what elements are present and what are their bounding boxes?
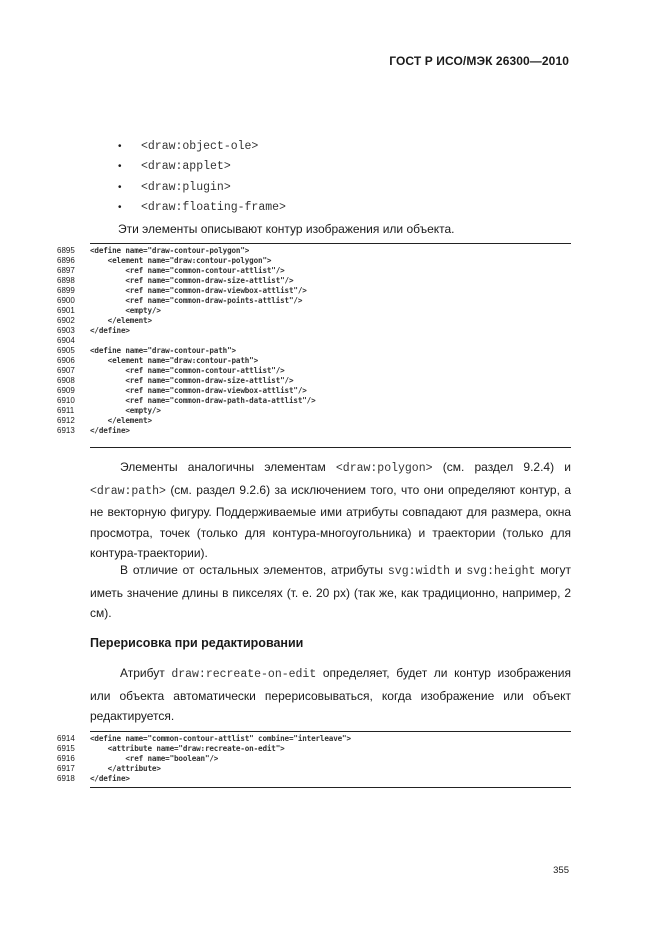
line-number: 6917 bbox=[57, 764, 75, 773]
code-bottom-rule bbox=[90, 787, 571, 788]
line-number: 6912 bbox=[57, 416, 75, 425]
code-text: <ref name="common-draw-points-attlist"/> bbox=[90, 296, 303, 305]
code-text: <attribute name="draw:recreate-on-edit"> bbox=[90, 744, 285, 753]
line-number: 6909 bbox=[57, 386, 75, 395]
line-number: 6913 bbox=[57, 426, 75, 435]
code-top-rule bbox=[90, 731, 571, 732]
page-header: ГОСТ Р ИСО/МЭК 26300—2010 bbox=[389, 54, 569, 68]
line-number: 6899 bbox=[57, 286, 75, 295]
code-line bbox=[57, 744, 577, 754]
code-line bbox=[57, 286, 577, 296]
line-number: 6902 bbox=[57, 316, 75, 325]
bullet-icon: • bbox=[118, 140, 122, 152]
code-line bbox=[57, 336, 577, 346]
code-line bbox=[57, 326, 577, 336]
line-number: 6895 bbox=[57, 246, 75, 255]
line-number: 6904 bbox=[57, 336, 75, 345]
code-line bbox=[57, 376, 577, 386]
paragraph-similar-elements: Элементы аналогичны элементам <draw:polygon> (см. раздел 9.2.4) и <draw:path> (см. раздел 9.2.6) за исключением того, что они определяют контур, а не векторную фигуру. Поддерживаемые ими атрибуты совпадают для размера, окна просмотра, точек (только для контура-многоугольника) и траектории (только для контура-траектории). bbox=[90, 460, 571, 561]
code-text: <ref name="common-contour-attlist"/> bbox=[90, 366, 285, 375]
code-line bbox=[57, 734, 577, 744]
code-text: <ref name="common-contour-attlist"/> bbox=[90, 266, 285, 275]
code-line bbox=[57, 306, 577, 316]
bullet-item bbox=[118, 177, 286, 198]
bullet-icon: • bbox=[118, 202, 122, 214]
code-line bbox=[57, 386, 577, 396]
bullet-list bbox=[118, 136, 286, 218]
intro-text: Эти элементы описывают контур изображения или объекта. bbox=[118, 222, 455, 236]
code-text: </define> bbox=[90, 426, 130, 435]
code-text: </define> bbox=[90, 774, 130, 783]
code-text: <element name="draw:contour-polygon"> bbox=[90, 256, 272, 265]
page-number: 355 bbox=[553, 865, 569, 876]
bullet-text: <draw:applet> bbox=[141, 160, 231, 174]
code-text: <ref name="common-draw-size-attlist"/> bbox=[90, 376, 294, 385]
code-block-recreate bbox=[57, 734, 577, 784]
line-number: 6918 bbox=[57, 774, 75, 783]
code-line bbox=[57, 396, 577, 406]
code-top-rule bbox=[90, 243, 571, 244]
inline-code: svg:width bbox=[387, 565, 451, 578]
inline-code: draw:recreate-on-edit bbox=[171, 668, 317, 681]
code-line bbox=[57, 346, 577, 356]
code-line bbox=[57, 366, 577, 376]
code-line bbox=[57, 316, 577, 326]
code-text: </element> bbox=[90, 316, 152, 325]
line-number: 6907 bbox=[57, 366, 75, 375]
line-number: 6911 bbox=[57, 406, 75, 415]
line-number: 6905 bbox=[57, 346, 75, 355]
bullet-item bbox=[118, 136, 286, 157]
code-line bbox=[57, 416, 577, 426]
code-text: <ref name="boolean"/> bbox=[90, 754, 219, 763]
bullet-text: <draw:plugin> bbox=[141, 180, 231, 194]
code-block-contour bbox=[57, 246, 577, 436]
code-text: <ref name="common-draw-path-data-attlist"/> bbox=[90, 396, 316, 405]
code-bottom-rule bbox=[90, 447, 571, 448]
line-number: 6914 bbox=[57, 734, 75, 743]
bullet-item bbox=[118, 198, 286, 219]
code-text: <ref name="common-draw-size-attlist"/> bbox=[90, 276, 294, 285]
code-text: <element name="draw:contour-path"> bbox=[90, 356, 259, 365]
section-heading: Перерисовка при редактировании bbox=[90, 636, 304, 650]
line-number: 6897 bbox=[57, 266, 75, 275]
code-text: <empty/> bbox=[90, 406, 161, 415]
line-number: 6915 bbox=[57, 744, 75, 753]
bullet-item bbox=[118, 157, 286, 178]
line-number: 6910 bbox=[57, 396, 75, 405]
code-line bbox=[57, 246, 577, 256]
code-line bbox=[57, 426, 577, 436]
line-number: 6903 bbox=[57, 326, 75, 335]
paragraph-recreate-attribute: Атрибут draw:recreate-on-edit определяет, будет ли контур изображения или объекта автоматически перерисовываться, когда изображение или объект редактируется. bbox=[90, 666, 571, 724]
code-line bbox=[57, 356, 577, 366]
code-line bbox=[57, 754, 577, 764]
line-number: 6898 bbox=[57, 276, 75, 285]
code-text: <define name="draw-contour-polygon"> bbox=[90, 246, 250, 255]
bullet-text: <draw:floating-frame> bbox=[141, 201, 286, 215]
code-text: </attribute> bbox=[90, 764, 161, 773]
code-text: <define name="common-contour-attlist" combine="interleave"> bbox=[90, 734, 351, 743]
code-line bbox=[57, 276, 577, 286]
code-line bbox=[57, 764, 577, 774]
bullet-icon: • bbox=[118, 161, 122, 173]
paragraph-svg-attributes: В отличие от остальных элементов, атрибуты svg:width и svg:height могут иметь значение длины в пикселях (т. е. 20 px) (так же, как традиционно, например, 2 см). bbox=[90, 563, 572, 621]
code-text: <empty/> bbox=[90, 306, 161, 315]
inline-code: <draw:path> bbox=[90, 484, 166, 498]
line-number: 6908 bbox=[57, 376, 75, 385]
line-number: 6900 bbox=[57, 296, 75, 305]
line-number: 6896 bbox=[57, 256, 75, 265]
code-line bbox=[57, 406, 577, 416]
line-number: 6901 bbox=[57, 306, 75, 315]
bullet-icon: • bbox=[118, 181, 122, 193]
bullet-text: <draw:object-ole> bbox=[141, 139, 259, 153]
inline-code: <draw:polygon> bbox=[335, 462, 433, 475]
line-number: 6916 bbox=[57, 754, 75, 763]
code-line bbox=[57, 296, 577, 306]
code-text: <ref name="common-draw-viewbox-attlist"/> bbox=[90, 386, 307, 395]
code-text: <ref name="common-draw-viewbox-attlist"/> bbox=[90, 286, 307, 295]
code-line bbox=[57, 256, 577, 266]
code-text: <define name="draw-contour-path"> bbox=[90, 346, 236, 355]
code-line bbox=[57, 774, 577, 784]
code-line bbox=[57, 266, 577, 276]
line-number: 6906 bbox=[57, 356, 75, 365]
inline-code: svg:height bbox=[466, 565, 536, 578]
code-text: </define> bbox=[90, 326, 130, 335]
code-text: </element> bbox=[90, 416, 152, 425]
